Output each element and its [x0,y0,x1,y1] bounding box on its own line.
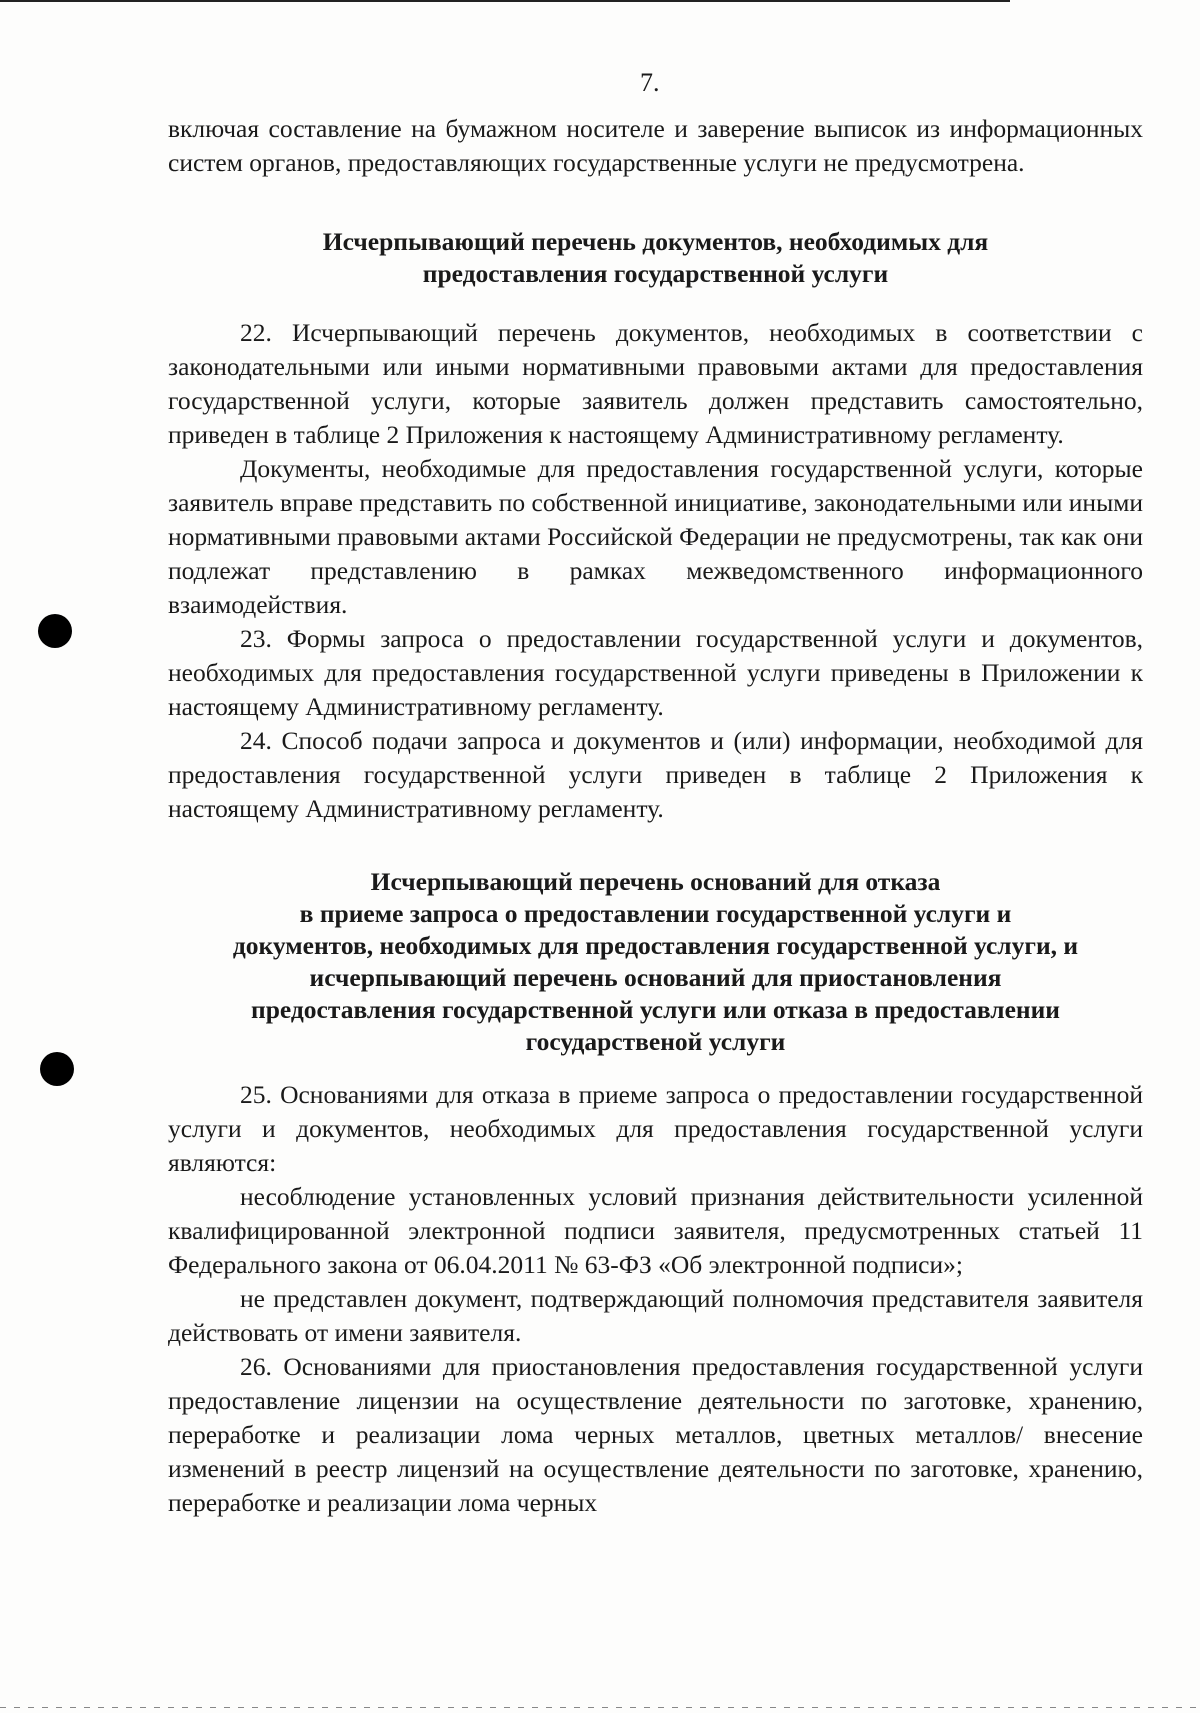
punch-hole [38,614,72,648]
scan-artifact-line [0,1707,1200,1708]
top-border-line [0,0,1010,2]
heading-line: предоставления государственной услуги или отказа в предоставлении [251,995,1060,1024]
paragraph: 26. Основаниями для приостановления предоставления государственной услуги предоставление лицензии на осуществление деятельности по заготовке, хранению, переработке и реализации лома черных металлов, цветных металлов/ внесение изменений в реестр лицензий на осуществление деятельности по заготовке, хранению, переработке и реализации лома черных [168,1352,1143,1517]
heading-line: государственой услуги [525,1027,786,1056]
paragraph: 22. Исчерпывающий перечень документов, необходимых в соответствии с законодательными или иными нормативными правовыми актами для предоставления государственной услуги, которые заявитель должен представить самостоятельно, приведен в таблице 2 Приложения к настоящему Административному регламенту. [168,318,1143,449]
paragraph: включая составление на бумажном носителе и заверение выписок из информационных систем органов, предоставляющих государственные услуги не предусмотрена. [168,114,1143,177]
page-number: 7. [640,68,660,97]
paragraph: не представлен документ, подтверждающий полномочия представителя заявителя действовать от имени заявителя. [168,1284,1143,1347]
heading-line: Исчерпывающий перечень оснований для отказа [370,867,941,896]
section-heading [168,226,1143,290]
heading-line: Исчерпывающий перечень документов, необходимых для [322,227,989,256]
heading-line: в приеме запроса о предоставлении государственной услуги и [299,899,1012,928]
paragraph: 23. Формы запроса о предоставлении государственной услуги и документов, необходимых для предоставления государственной услуги приведены в Приложении к настоящему Административному регламенту. [168,624,1143,721]
paragraph: 24. Способ подачи запроса и документов и (или) информации, необходимой для предоставления государственной услуги приведен в таблице 2 Приложения к настоящему Административному регламенту. [168,726,1143,823]
paragraph: Документы, необходимые для предоставления государственной услуги, которые заявитель вправе представить по собственной инициативе, законодательными или иными нормативными правовыми актами Российской Федерации не предусмотрены, так как они подлежат представлению в рамках межведомственного информационного взаимодействия. [168,454,1143,619]
paragraph: 25. Основаниями для отказа в приеме запроса о предоставлении государственной услуги и документов, необходимых для предоставления государственной услуги являются: [168,1080,1143,1177]
heading-line: документов, необходимых для предоставления государственной услуги, и [232,931,1079,960]
paragraph: несоблюдение установленных условий признания действительности усиленной квалифицированной электронной подписи заявителя, предусмотренных статьей 11 Федерального закона от 06.04.2011 № 63-ФЗ «Об электронной подписи»; [168,1182,1143,1279]
section-heading [168,866,1143,1058]
document-body [168,112,1143,1520]
punch-hole [40,1052,74,1086]
heading-line: исчерпывающий перечень оснований для приостановления [309,963,1002,992]
heading-line: предоставления государственной услуги [422,259,889,288]
